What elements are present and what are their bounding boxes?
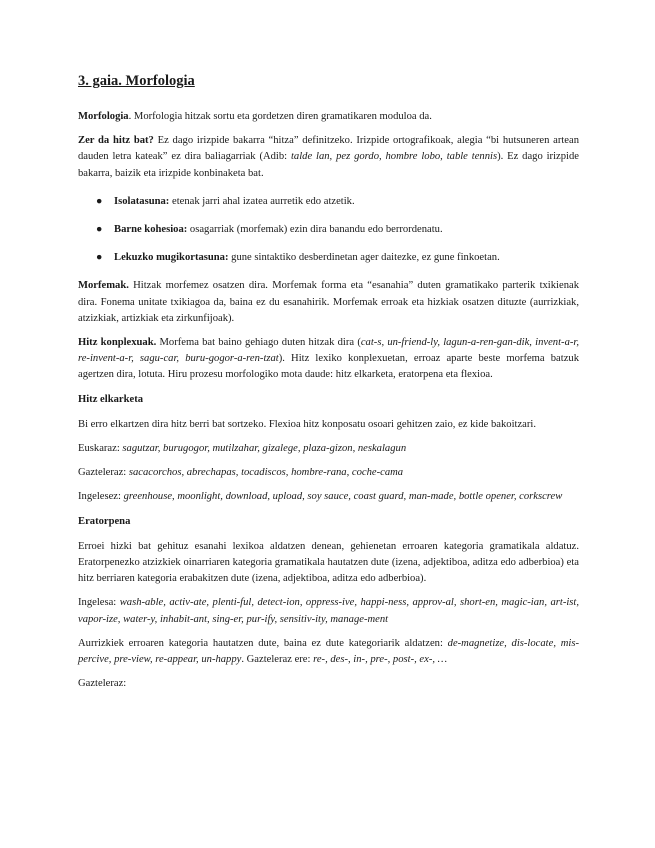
paragraph-word-definition: Zer da hitz bat? Ez dago irizpide bakarra “hitza” definitzeko. Irizpide ortografikoak, alegia “bi hutsuneren artean dauden letra kateak” ez dira baliagarriak (Adib: talde lan, pez gordo, hombre lobo, table tennis). Ez dago irizpide bakarra, baizik eta irizpide konbinaketa bat. [78, 135, 579, 179]
term-word: Zer da hitz bat? [78, 135, 154, 147]
heading-derivation: Eratorpena [78, 515, 131, 527]
examples-ingelesez: Ingelesez: greenhouse, moonlight, download, upload, soy sauce, coast guard, man-made, bottle opener, corkscrew [78, 491, 563, 503]
examples-euskaraz: Euskaraz: sagutzar, burugogor, mutilzahar, gizalege, plaza-gizon, neskalagun [78, 443, 407, 455]
paragraph-compounding: Bi erro elkartzen dira hitz berri bat sortzeko. Flexioa hitz konposatu osoari gehitzen zaio, ez kide bakoitzari. [78, 418, 537, 430]
paragraph-morphemes: Morfemak. Hitzak morfemez osatzen dira. Morfemak forma eta “esanahia” duten gramatikako parterik txikienak dira. Fonema unitate txikiagoa da, baina ez du esanahirik. Morfemak erroak eta hizkiak osatzen dituzte (aurrizkiak, atzizkiak, artizkiak eta zirkunfijoak). [78, 280, 579, 324]
bullet-icon: ● [96, 224, 103, 236]
bullet-icon: ● [96, 252, 103, 264]
paragraph-prefixes: Aurrizkiek erroaren kategoria hautatzen dute, baina ez dute kategoriarik aldatzen: de-magnetize, dis-locate, mis-percive, pre-view, re-appear, un-happy. Gazteleraz ere: re-, des-, in-, pre-, post-, ex-, … [78, 637, 579, 666]
list-item: ● Barne kohesioa: osagarriak (morfemak) ezin dira banandu edo berrordenatu. [78, 222, 579, 238]
label-gazteleraz: Gazteleraz: [78, 678, 127, 690]
heading-compounding: Hitz elkarketa [78, 393, 144, 405]
examples-gazteleraz: Gazteleraz: sacacorchos, abrechapas, tocadiscos, hombre-rana, coche-cama [78, 467, 404, 479]
list-item: ● Lekuzko mugikortasuna: gune sintaktiko desberdinetan ager daitezke, ez gune finkoetan. [78, 250, 579, 266]
criteria-list [78, 194, 579, 267]
examples-ingelesa: Ingelesa: wash-able, activ-ate, plenti-ful, detect-ion, oppress-ive, happi-ness, approv-al, short-en, magic-ian, art-ist, vapor-ize, water-y, inhabit-ant, sing-er, pur-ify, sensitiv-ity, manage-ment [78, 597, 580, 625]
list-item: ● Isolatasuna: etenak jarri ahal izatea aurretik edo atzetik. [78, 194, 579, 210]
term-complex: Hitz konplexuak. [78, 337, 157, 349]
term-morfologia: Morfologia [78, 111, 129, 122]
page-title: 3. gaia. Morfologia [78, 73, 195, 89]
paragraph-complex-words: Hitz konplexuak. Morfema bat baino gehiago duten hitzak dira (cat-s, un-friend-ly, lagun-a-ren-gan-dik, invent-a-r, re-invent-a-r, sagu-car, buru-gogor-a-ren-tzat). Hitz lexiko konplexuetan, erroaz aparte beste morfema batzuk agertzen dira, lotuta. Hiru prozesu morfologiko mota daude: hitz elkarketa, eratorpena eta flexioa. [78, 337, 579, 381]
term-morphemes: Morfemak. [78, 280, 129, 292]
document-page [78, 72, 579, 700]
bullet-icon: ● [96, 195, 103, 207]
paragraph-derivation: Erroei hizki bat gehituz esanahi lexikoa aldatzen denean, gehienetan erroaren kategoria gramatikala aldatuz. Eratorpenezko atzizkiek oinarriaren kategoria gramatikala hautatzen dute (izena, adjektiboa, aditza edo adberbioa) eta hitz berriaren kategoria erabakitzen dute (izena, adjektiboa, aditza edo adberbioa). [78, 540, 579, 585]
paragraph-morfologia: Morfologia. Morfologia hitzak sortu eta gordetzen diren gramatikaren moduloa da. [78, 111, 432, 122]
